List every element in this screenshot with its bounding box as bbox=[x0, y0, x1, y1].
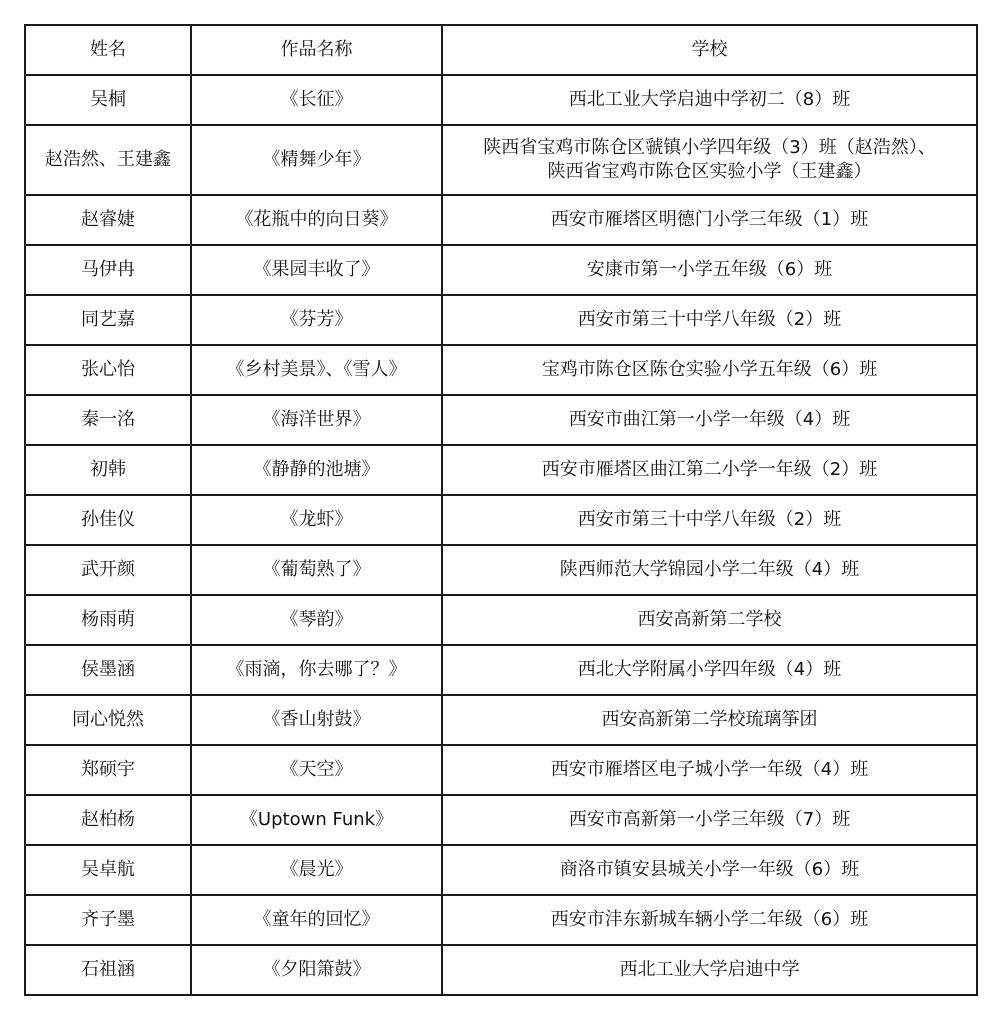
table-row bbox=[25, 245, 977, 295]
table-row bbox=[25, 645, 977, 695]
table-row bbox=[25, 795, 977, 845]
cell-name: 齐子墨 bbox=[25, 895, 191, 945]
school-line: 西安市沣东新城车辆小学二年级（6）班 bbox=[550, 909, 869, 930]
header-work: 作品名称 bbox=[191, 25, 442, 75]
cell-school bbox=[442, 345, 977, 395]
school-line: 西安市雁塔区曲江第二小学一年级（2）班 bbox=[541, 459, 878, 480]
table-row bbox=[25, 295, 977, 345]
table-row bbox=[25, 945, 977, 995]
cell-school bbox=[442, 295, 977, 345]
school-line: 陕西师范大学锦园小学二年级（4）班 bbox=[559, 559, 860, 580]
cell-name: 赵浩然、王建鑫 bbox=[25, 125, 191, 195]
cell-name: 初韩 bbox=[25, 445, 191, 495]
cell-work: 《琴韵》 bbox=[191, 595, 442, 645]
cell-work: 《精舞少年》 bbox=[191, 125, 442, 195]
school-line: 宝鸡市陈仓区陈仓实验小学五年级（6）班 bbox=[541, 359, 878, 380]
school-line: 陕西省宝鸡市陈仓区虢镇小学四年级（3）班（赵浩然）、 bbox=[483, 137, 936, 158]
cell-school bbox=[442, 75, 977, 125]
header-name: 姓名 bbox=[25, 25, 191, 75]
cell-name: 孙佳仪 bbox=[25, 495, 191, 545]
cell-name: 同艺嘉 bbox=[25, 295, 191, 345]
school-line: 西安市雁塔区明德门小学三年级（1）班 bbox=[550, 209, 869, 230]
cell-school bbox=[442, 645, 977, 695]
header-row bbox=[25, 25, 977, 75]
winners-table bbox=[24, 24, 978, 996]
table-row bbox=[25, 75, 977, 125]
cell-school bbox=[442, 695, 977, 745]
table-row bbox=[25, 845, 977, 895]
table-row bbox=[25, 395, 977, 445]
cell-school bbox=[442, 195, 977, 245]
school-line: 西北工业大学启迪中学 bbox=[619, 959, 800, 980]
school-line: 商洛市镇安县城关小学一年级（6）班 bbox=[559, 859, 860, 880]
school-line: 西安市雁塔区电子城小学一年级（4）班 bbox=[550, 759, 869, 780]
cell-name: 赵柏杨 bbox=[25, 795, 191, 845]
cell-name: 吴卓航 bbox=[25, 845, 191, 895]
school-line: 西北工业大学启迪中学初二（8）班 bbox=[568, 89, 851, 110]
cell-name: 秦一洺 bbox=[25, 395, 191, 445]
cell-name: 石祖涵 bbox=[25, 945, 191, 995]
header-school: 学校 bbox=[442, 25, 977, 75]
cell-work: 《海洋世界》 bbox=[191, 395, 442, 445]
cell-name: 吴桐 bbox=[25, 75, 191, 125]
cell-name: 武开颜 bbox=[25, 545, 191, 595]
table-row bbox=[25, 745, 977, 795]
cell-work: 《龙虾》 bbox=[191, 495, 442, 545]
cell-name: 赵睿婕 bbox=[25, 195, 191, 245]
cell-work: 《芬芳》 bbox=[191, 295, 442, 345]
table-row bbox=[25, 695, 977, 745]
cell-work: 《花瓶中的向日葵》 bbox=[191, 195, 442, 245]
cell-school bbox=[442, 895, 977, 945]
school-line: 西安市第三十中学八年级（2）班 bbox=[577, 309, 842, 330]
cell-name: 马伊冉 bbox=[25, 245, 191, 295]
cell-work: 《夕阳箫鼓》 bbox=[191, 945, 442, 995]
cell-name: 张心怡 bbox=[25, 345, 191, 395]
cell-work: 《雨滴，你去哪了？》 bbox=[191, 645, 442, 695]
table-row bbox=[25, 495, 977, 545]
table-row bbox=[25, 445, 977, 495]
cell-school bbox=[442, 245, 977, 295]
school-line: 西安市第三十中学八年级（2）班 bbox=[577, 509, 842, 530]
table-row bbox=[25, 125, 977, 195]
school-line: 西北大学附属小学四年级（4）班 bbox=[577, 659, 842, 680]
cell-name: 侯墨涵 bbox=[25, 645, 191, 695]
school-line: 西安市曲江第一小学一年级（4）班 bbox=[568, 409, 851, 430]
cell-name: 同心悦然 bbox=[25, 695, 191, 745]
cell-school bbox=[442, 445, 977, 495]
table-row bbox=[25, 195, 977, 245]
cell-work: 《果园丰收了》 bbox=[191, 245, 442, 295]
table-body bbox=[25, 75, 977, 995]
school-line: 西安市高新第一小学三年级（7）班 bbox=[568, 809, 851, 830]
table-row bbox=[25, 595, 977, 645]
cell-school bbox=[442, 545, 977, 595]
cell-school bbox=[442, 595, 977, 645]
cell-school bbox=[442, 945, 977, 995]
cell-school bbox=[442, 795, 977, 845]
table-row bbox=[25, 895, 977, 945]
cell-school bbox=[442, 745, 977, 795]
cell-work: 《晨光》 bbox=[191, 845, 442, 895]
cell-work: 《Uptown Funk》 bbox=[191, 795, 442, 845]
table-row bbox=[25, 345, 977, 395]
cell-work: 《静静的池塘》 bbox=[191, 445, 442, 495]
cell-name: 郑硕宇 bbox=[25, 745, 191, 795]
school-line: 西安高新第二学校琉璃筝团 bbox=[601, 709, 818, 730]
table-row bbox=[25, 545, 977, 595]
cell-school bbox=[442, 395, 977, 445]
cell-work: 《童年的回忆》 bbox=[191, 895, 442, 945]
cell-work: 《香山射鼓》 bbox=[191, 695, 442, 745]
cell-work: 《天空》 bbox=[191, 745, 442, 795]
cell-school bbox=[442, 125, 977, 195]
school-line: 西安高新第二学校 bbox=[637, 609, 782, 630]
cell-school bbox=[442, 845, 977, 895]
cell-school bbox=[442, 495, 977, 545]
cell-work: 《乡村美景》、《雪人》 bbox=[191, 345, 442, 395]
cell-name: 杨雨萌 bbox=[25, 595, 191, 645]
school-line: 安康市第一小学五年级（6）班 bbox=[586, 259, 833, 280]
school-line: 陕西省宝鸡市陈仓区实验小学（王建鑫） bbox=[547, 161, 872, 182]
cell-work: 《长征》 bbox=[191, 75, 442, 125]
cell-work: 《葡萄熟了》 bbox=[191, 545, 442, 595]
